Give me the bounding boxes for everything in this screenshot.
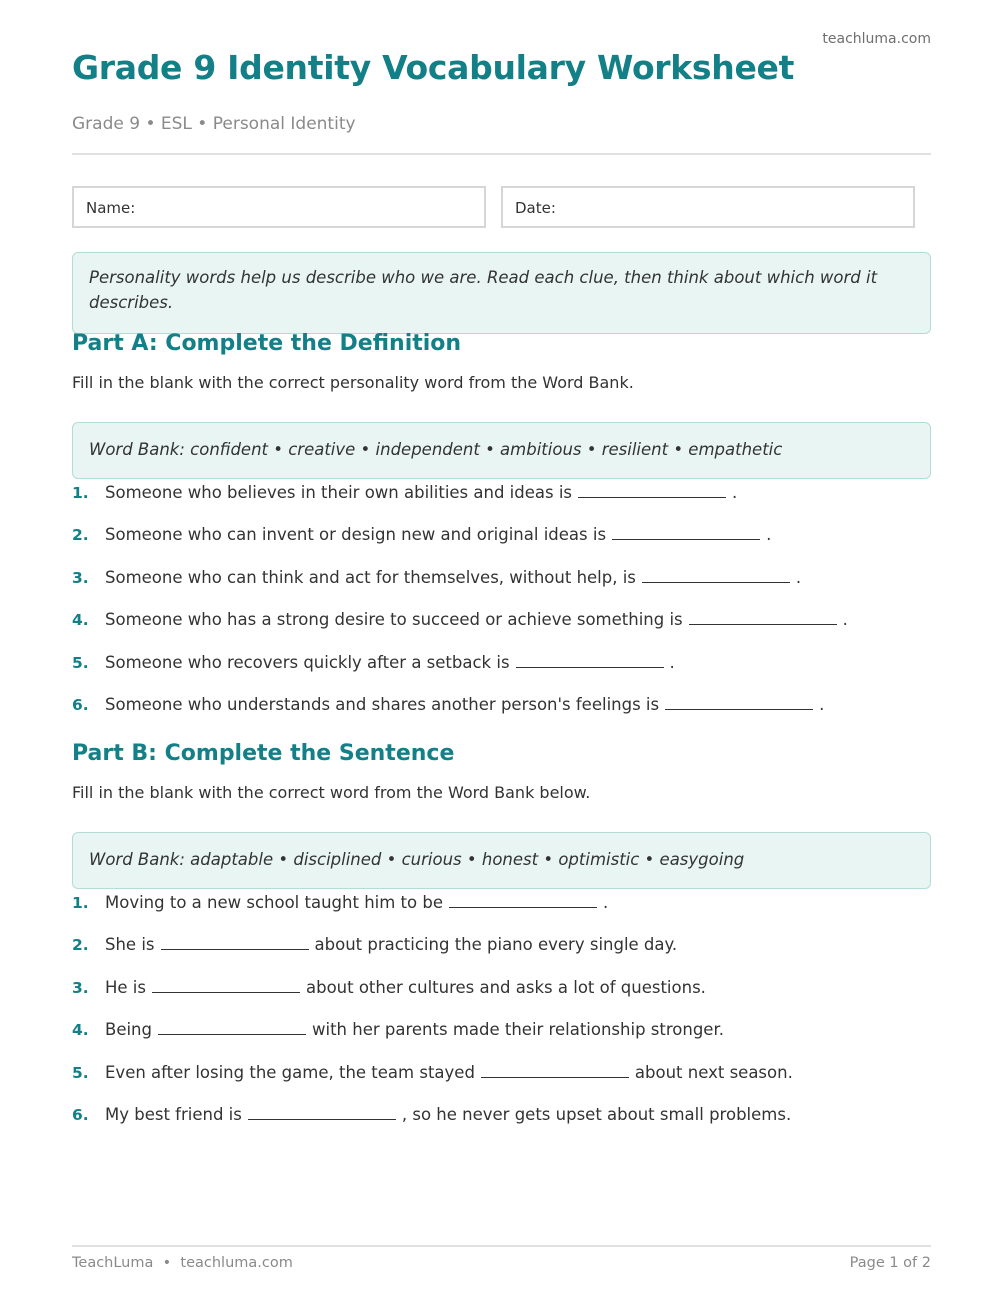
date-field[interactable] [501, 186, 915, 228]
question-text-after: about next season. [634, 1062, 793, 1082]
question-text-after: . [603, 893, 609, 912]
footer-brand [72, 1255, 293, 1271]
question-text [105, 891, 608, 915]
worksheet-page [72, 0, 931, 1298]
question-number: 6. [72, 1106, 89, 1124]
date-label: Date: [515, 199, 556, 217]
question-text-after: about practicing the piano every single day. [314, 935, 678, 955]
name-label: Name: [86, 199, 136, 217]
question-text [105, 651, 675, 675]
question-text-after: with her parents made their relationship stronger. [312, 1020, 724, 1040]
answer-blank[interactable] [612, 525, 760, 540]
name-field[interactable] [72, 186, 486, 228]
question-number: 3. [72, 568, 89, 587]
question-text-before: Someone who can think and act for themselves, without help, is [105, 567, 636, 587]
answer-blank[interactable] [642, 568, 790, 583]
question-text [105, 523, 771, 547]
answer-blank[interactable] [516, 653, 664, 668]
question-text-after: . [669, 652, 675, 672]
question-text-after: . [732, 483, 738, 502]
page-title: Grade 9 Identity Vocabulary Worksheet [72, 48, 795, 87]
question-text-before: My best friend is [105, 1105, 242, 1124]
question-text [105, 1061, 793, 1085]
question-text-after: . [795, 567, 802, 587]
question-text-after: . [842, 610, 848, 630]
question-text-after: . [766, 525, 772, 545]
part-a-title: Part A: Complete the Definition [72, 331, 462, 356]
answer-blank[interactable] [449, 893, 597, 908]
question-number: 4. [72, 611, 89, 630]
footer-site[interactable]: teachluma.com [180, 1255, 293, 1271]
answer-blank[interactable] [689, 610, 837, 625]
part-b-instructions: Fill in the blank with the correct word from the Word Bank below. [72, 783, 591, 802]
question-text [105, 566, 801, 590]
answer-blank[interactable] [161, 935, 309, 950]
question-text-before: Someone who can invent or design new and original ideas is [105, 525, 607, 545]
question-number: 2. [72, 526, 89, 545]
question-number: 4. [72, 1021, 89, 1040]
answer-blank[interactable] [248, 1105, 396, 1120]
question-text-before: Someone who understands and shares another person's feelings is [105, 695, 660, 714]
question-text-before: Someone who believes in their own abilities and ideas is [105, 483, 573, 502]
question-number: 6. [72, 696, 89, 714]
part-a-instructions: Fill in the blank with the correct personality word from the Word Bank. [72, 373, 634, 392]
question-text [105, 693, 824, 717]
page-number: Page 1 of 2 [849, 1255, 931, 1271]
question-text-after: . [819, 695, 825, 714]
answer-blank[interactable] [665, 695, 813, 710]
footer-brand-name: TeachLuma [72, 1255, 154, 1271]
header-divider [72, 153, 931, 155]
part-b-word-bank: Word Bank: adaptable • disciplined • curious • honest • optimistic • easygoing [72, 832, 931, 889]
site-url[interactable]: teachluma.com [822, 31, 931, 47]
question-text-before: Moving to a new school taught him to be [105, 893, 443, 912]
question-text-before: Someone who has a strong desire to succeed or achieve something is [105, 610, 683, 630]
question-text [105, 481, 737, 505]
answer-blank[interactable] [152, 978, 300, 993]
question-text-before: Someone who recovers quickly after a setback is [105, 652, 510, 672]
footer-separator: • [162, 1255, 172, 1271]
question-text [105, 1018, 724, 1042]
intro-box: Personality words help us describe who we are. Read each clue, then think about which word it describes. [72, 252, 931, 334]
answer-blank[interactable] [481, 1063, 629, 1078]
part-a-word-bank: Word Bank: confident • creative • independent • ambitious • resilient • empathetic [72, 422, 931, 479]
question-number: 5. [72, 1063, 89, 1082]
question-number: 5. [72, 653, 89, 672]
page-subtitle: Grade 9 • ESL • Personal Identity [72, 114, 356, 134]
question-text-before: Even after losing the game, the team stayed [105, 1062, 475, 1082]
question-number: 1. [72, 484, 89, 502]
footer-divider [72, 1245, 931, 1247]
question-number: 2. [72, 936, 89, 955]
question-text-after: , so he never gets upset about small problems. [401, 1105, 792, 1124]
answer-blank[interactable] [158, 1020, 306, 1035]
question-text [105, 608, 848, 632]
answer-blank[interactable] [578, 483, 726, 498]
question-text-before: He is [105, 977, 146, 997]
question-text-after: about other cultures and asks a lot of questions. [305, 977, 706, 997]
question-text [105, 976, 706, 1000]
question-number: 3. [72, 978, 89, 997]
question-text [105, 933, 677, 957]
part-b-title: Part B: Complete the Sentence [72, 741, 455, 766]
question-text-before: She is [105, 935, 155, 955]
question-text-before: Being [105, 1020, 152, 1040]
question-number: 1. [72, 894, 89, 912]
question-text [105, 1103, 791, 1127]
